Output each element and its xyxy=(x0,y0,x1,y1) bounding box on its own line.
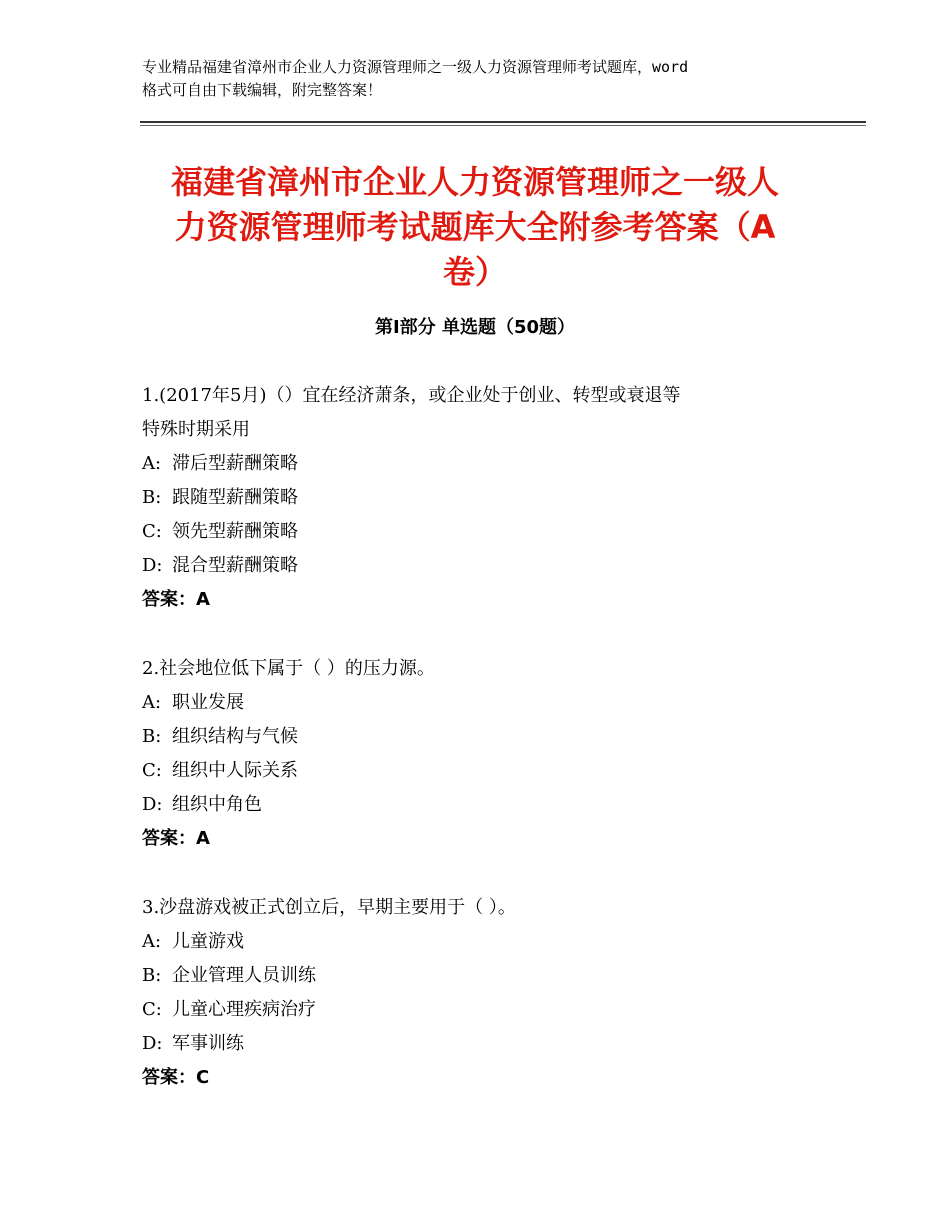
option-d xyxy=(142,1027,822,1061)
option-letter: A: xyxy=(142,931,162,952)
option-text: 混合型薪酬策略 xyxy=(172,555,298,576)
option-text: 滞后型薪酬策略 xyxy=(172,453,298,474)
option-text: 跟随型薪酬策略 xyxy=(172,487,298,508)
answer-line: 答案：A xyxy=(142,589,210,610)
header-note-line: 格式可自由下载编辑，附完整答案！ xyxy=(142,81,383,99)
title-line: 卷） xyxy=(442,253,507,291)
option-text: 儿童游戏 xyxy=(172,931,244,952)
question-item xyxy=(142,379,822,617)
option-letter: C: xyxy=(142,521,162,542)
option-text: 组织结构与气候 xyxy=(172,726,298,747)
option-text: 组织中人际关系 xyxy=(172,760,298,781)
option-text: 职业发展 xyxy=(172,692,244,713)
option-letter: A: xyxy=(142,453,162,474)
option-text: 领先型薪酬策略 xyxy=(172,521,298,542)
option-letter: C: xyxy=(142,760,162,781)
option-text: 军事训练 xyxy=(172,1033,244,1054)
option-b xyxy=(142,720,822,754)
option-text: 组织中角色 xyxy=(172,794,262,815)
option-letter: A: xyxy=(142,692,162,713)
option-letter: D: xyxy=(142,1033,163,1054)
option-d xyxy=(142,549,822,583)
answer-line: 答案：C xyxy=(142,1067,210,1088)
question-stem: 特殊时期采用 xyxy=(142,419,250,440)
document-title xyxy=(130,160,820,295)
option-a xyxy=(142,925,822,959)
option-a xyxy=(142,686,822,720)
question-stem: 1.(2017年5月)（）宜在经济萧条，或企业处于创业、转型或衰退等 xyxy=(142,385,681,406)
title-line: 力资源管理师考试题库大全附参考答案（A xyxy=(174,208,776,246)
option-letter: C: xyxy=(142,999,162,1020)
answer-line: 答案：A xyxy=(142,828,210,849)
header-divider xyxy=(140,121,866,123)
option-c xyxy=(142,515,822,549)
option-b xyxy=(142,481,822,515)
question-stem: 3.沙盘游戏被正式创立后，早期主要用于（ ）。 xyxy=(142,897,516,918)
option-letter: D: xyxy=(142,794,163,815)
option-b xyxy=(142,959,822,993)
option-text: 企业管理人员训练 xyxy=(172,965,316,986)
option-c xyxy=(142,754,822,788)
option-d xyxy=(142,788,822,822)
header-divider xyxy=(140,125,866,126)
header-note-line: 专业精品福建省漳州市企业人力资源管理师之一级人力资源管理师考试题库，word xyxy=(142,58,689,76)
question-item xyxy=(142,652,822,856)
question-stem: 2.社会地位低下属于（ ）的压力源。 xyxy=(142,658,435,679)
question-item xyxy=(142,891,822,1095)
option-letter: D: xyxy=(142,555,163,576)
header-note xyxy=(142,56,822,102)
section-heading: 第Ⅰ部分 单选题（50题） xyxy=(374,317,575,338)
option-letter: B: xyxy=(142,726,162,747)
option-a xyxy=(142,447,822,481)
option-letter: B: xyxy=(142,965,162,986)
title-line: 福建省漳州市企业人力资源管理师之一级人 xyxy=(170,163,779,201)
option-c xyxy=(142,993,822,1027)
option-letter: B: xyxy=(142,487,162,508)
option-text: 儿童心理疾病治疗 xyxy=(172,999,316,1020)
